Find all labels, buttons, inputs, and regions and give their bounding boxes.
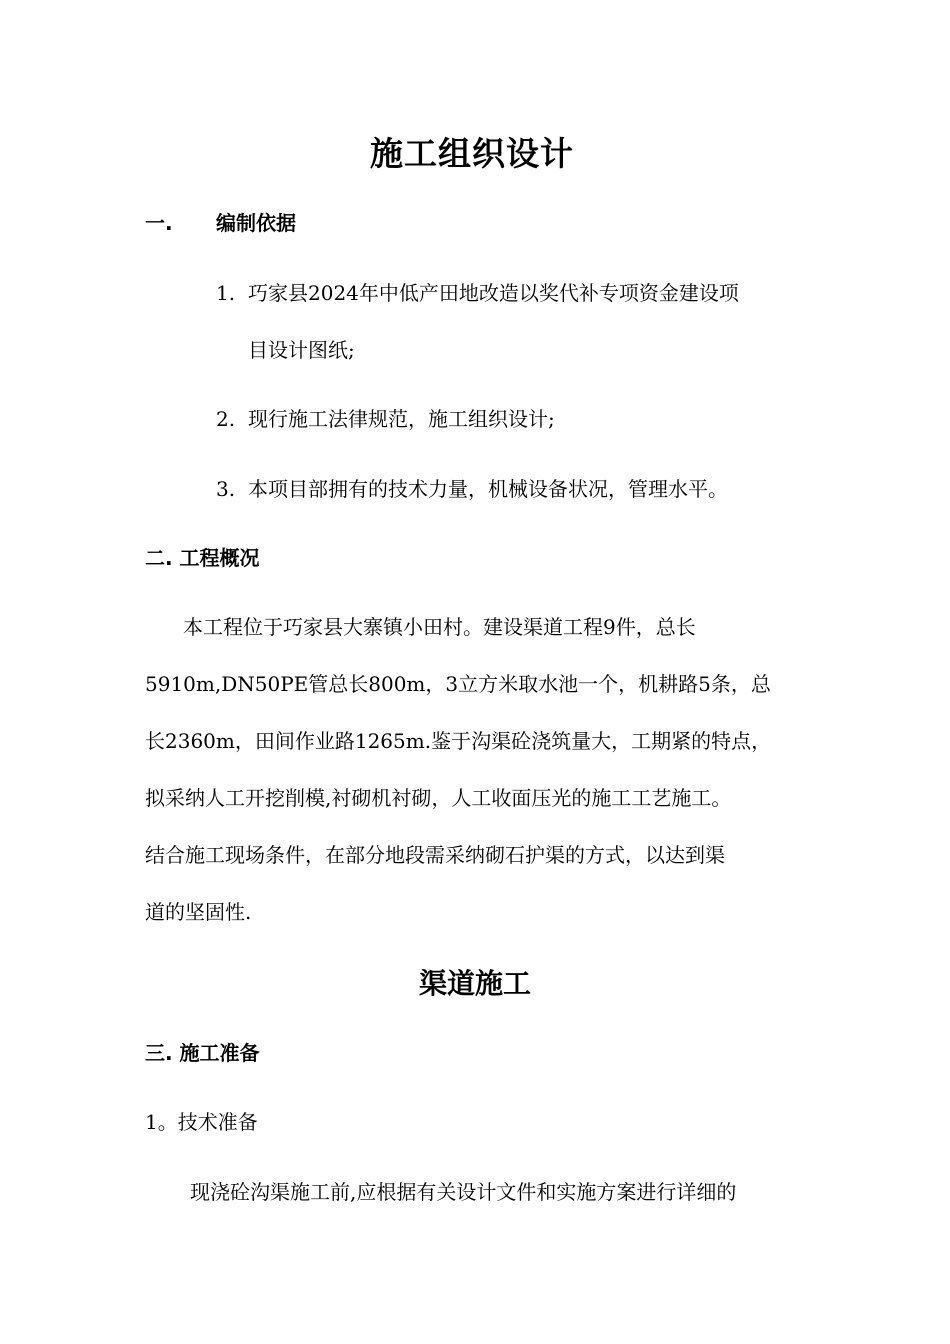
document-title: 施工组织设计 (370, 134, 574, 173)
section-2-heading: 二. 工程概况 (145, 546, 260, 570)
section-2-paragraph-line-1: 本工程位于巧家县大寨镇小田村。建设渠道工程9件，总长 (183, 615, 696, 639)
section-1-heading: 编制依据 (216, 211, 296, 235)
section-2-paragraph-line-4: 拟采纳人工开挖削模,衬砌机衬砌，人工收面压光的施工工艺施工。 (145, 786, 732, 810)
list-item-2-number: 2. (216, 407, 236, 431)
list-item-1-line-2: 目设计图纸; (248, 338, 355, 362)
section-1-number: 一. (145, 211, 173, 235)
section-2-paragraph-line-2: 5910m,DN50PE管总长800m，3立方米取水池一个，机耕路5条，总 (145, 672, 771, 696)
list-item-3-line-1: 本项目部拥有的技术力量，机械设备状况，管理水平。 (248, 477, 728, 501)
list-item-3-number: 3. (216, 477, 236, 501)
list-item-1-line-1: 巧家县2024年中低产田地改造以奖代补专项资金建设项 (248, 281, 739, 305)
section-subtitle: 渠道施工 (419, 967, 532, 1000)
section-3-paragraph-line-1: 现浇砼沟渠施工前,应根据有关设计文件和实施方案进行详细的 (190, 1180, 737, 1204)
section-3-subheading: 1。技术准备 (145, 1110, 258, 1134)
list-item-1-number: 1. (216, 281, 236, 305)
section-2-paragraph-line-6: 道的坚固性. (145, 900, 252, 924)
section-2-paragraph-line-5: 结合施工现场条件，在部分地段需采纳砌石护渠的方式，以达到渠 (145, 843, 725, 867)
section-2-paragraph-line-3: 长2360m，田间作业路1265m.鉴于沟渠砼浇筑量大，工期紧的特点， (145, 729, 772, 753)
list-item-2-line-1: 现行施工法律规范，施工组织设计; (248, 407, 555, 431)
section-3-heading: 三. 施工准备 (145, 1041, 260, 1065)
